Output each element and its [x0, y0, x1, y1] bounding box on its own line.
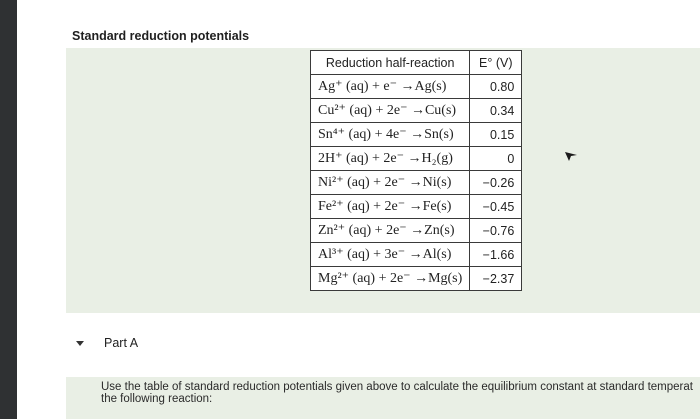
half-reaction-cell: Sn⁴⁺ (aq) + 4e⁻ →Sn(s)	[311, 123, 470, 147]
table-row	[311, 123, 522, 147]
half-reaction-cell: 2H⁺ (aq) + 2e⁻ →H₂(g)	[311, 147, 470, 171]
half-reaction-cell: Ag⁺ (aq) + e⁻ →Ag(s)	[311, 75, 470, 99]
potential-cell: −1.66	[470, 243, 522, 267]
potential-cell: −2.37	[470, 267, 522, 291]
reduction-potentials-table	[310, 50, 522, 291]
table-row	[311, 147, 522, 171]
potential-cell: 0.15	[470, 123, 522, 147]
mouse-cursor-icon	[563, 146, 579, 162]
half-reaction-cell: Mg²⁺ (aq) + 2e⁻ →Mg(s)	[311, 267, 470, 291]
instruction-text	[101, 381, 700, 419]
table-row	[311, 99, 522, 123]
table-row	[311, 171, 522, 195]
half-reaction-cell: Ni²⁺ (aq) + 2e⁻ →Ni(s)	[311, 171, 470, 195]
caret-down-icon	[76, 341, 84, 346]
part-a-toggle[interactable]	[76, 334, 138, 352]
section-title: Standard reduction potentials	[72, 29, 250, 43]
instruction-line-1: Use the table of standard reduction potentials given above to calculate the equilibrium constant at standard temperat	[101, 381, 693, 393]
potential-cell: −0.45	[470, 195, 522, 219]
half-reaction-cell: Cu²⁺ (aq) + 2e⁻ →Cu(s)	[311, 99, 470, 123]
potential-cell: 0.80	[470, 75, 522, 99]
half-reaction-cell: Al³⁺ (aq) + 3e⁻ →Al(s)	[311, 243, 470, 267]
part-a-label: Part A	[104, 336, 139, 350]
table-row	[311, 195, 522, 219]
potential-cell: −0.76	[470, 219, 522, 243]
table-row	[311, 219, 522, 243]
half-reaction-cell: Zn²⁺ (aq) + 2e⁻ →Zn(s)	[311, 219, 470, 243]
header-potential: E° (V)	[470, 51, 522, 75]
table-row	[311, 75, 522, 99]
half-reaction-cell: Fe²⁺ (aq) + 2e⁻ →Fe(s)	[311, 195, 470, 219]
left-sidebar-strip	[0, 0, 17, 419]
table-row	[311, 243, 522, 267]
potential-cell: 0	[470, 147, 522, 171]
table-header-row	[311, 51, 522, 75]
table-row	[311, 267, 522, 291]
instruction-line-2: the following reaction:	[101, 393, 213, 405]
potential-cell: −0.26	[470, 171, 522, 195]
potential-cell: 0.34	[470, 99, 522, 123]
header-half-reaction: Reduction half-reaction	[311, 51, 470, 75]
